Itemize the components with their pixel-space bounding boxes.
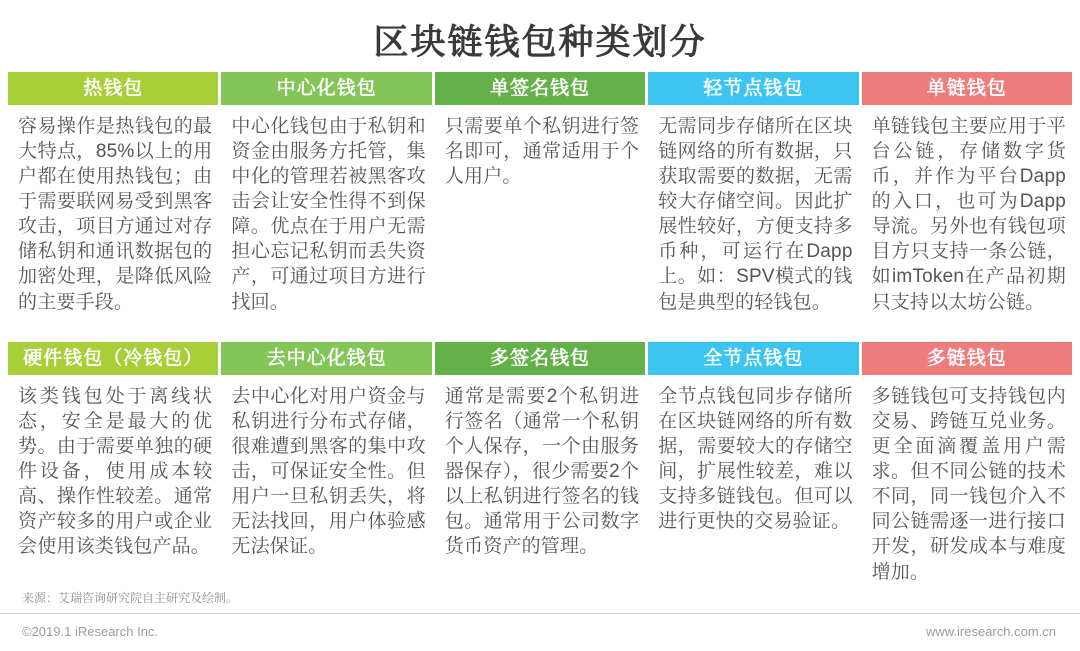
page-title: 区块链钱包种类划分 (373, 23, 707, 62)
wallet-cell-multi-signature (435, 342, 645, 588)
copyright-text: ©2019.1 iResearch Inc. (22, 624, 159, 639)
wallet-type-description: 通常是需要2个私钥进行签名（通常一个私钥个人保存，一个由服务器保存），很少需要2个以上私钥进行签名的钱包。通常用于公司数字货币资产的管理。 (444, 386, 640, 558)
wallet-type-description: 容易操作是热钱包的最大特点，85%以上的用户都在使用热钱包；由于需要联网易受到黑客攻击，项目方通过对存储私钥和通讯数据包的加密处理，是降低风险的主要手段。 (18, 116, 213, 313)
wallet-cell-single-signature (435, 72, 645, 339)
wallet-cell-single-chain (862, 72, 1072, 339)
wallet-cell-hardware-cold (8, 342, 218, 588)
wallet-type-header: 硬件钱包（冷钱包） (8, 342, 218, 375)
footer-divider (0, 613, 1080, 614)
wallet-cell-full-node (648, 342, 858, 588)
wallet-cell-light-node (648, 72, 858, 339)
wallet-type-header: 轻节点钱包 (648, 72, 858, 105)
wallet-cell-multi-chain (862, 342, 1072, 588)
wallet-cell-centralized (221, 72, 431, 339)
wallet-type-description: 去中心化对用户资金与私钥进行分布式存储，很难遭到黑客的集中攻击，可保证安全性。但用户一旦私钥丢失，将无法找回，用户体验感无法保证。 (231, 386, 426, 558)
wallet-type-description: 中心化钱包由于私钥和资金由服务方托管，集中化的管理若被黑客攻击会让安全性得不到保障。优点在于用户无需担心忘记私钥而丢失资产，可通过项目方进行找回。 (231, 116, 426, 313)
wallet-type-description: 只需要单个私钥进行签名即可，通常适用于个人用户。 (444, 116, 640, 188)
wallet-cell-hot (8, 72, 218, 339)
wallet-type-description: 无需同步存储所在区块链网络的所有数据，只获取需要的数据，无需较大存储空间。因此扩展性较好，方便支持多币种，可运行在Dapp上。如：SPV模式的钱包是典型的轻钱包。 (658, 116, 853, 313)
wallet-type-table (8, 72, 1072, 588)
wallet-type-description: 多链钱包可支持钱包内交易、跨链互兑业务。更全面滴覆盖用户需求。但不同公链的技术不同，同一钱包介入不同公链需逐一进行接口开发，研发成本与难度增加。 (871, 386, 1066, 583)
wallet-type-header: 多链钱包 (862, 342, 1072, 375)
website-url: www.iresearch.com.cn (925, 624, 1056, 639)
wallet-type-header: 中心化钱包 (221, 72, 431, 105)
wallet-type-description: 该类钱包处于离线状态，安全是最大的优势。由于需要单独的硬件设备，使用成本较高、操作性较差。通常资产较多的用户或企业会使用该类钱包产品。 (18, 386, 213, 558)
source-note: 来源：艾瑞咨询研究院自主研究及绘制。 (22, 591, 239, 605)
wallet-type-header: 单链钱包 (862, 72, 1072, 105)
wallet-type-header: 热钱包 (8, 72, 218, 105)
wallet-type-header: 单签名钱包 (435, 72, 645, 105)
wallet-type-description: 全节点钱包同步存储所在区块链网络的所有数据，需要较大的存储空间，扩展性较差，难以支持多链钱包。但可以进行更快的交易验证。 (658, 386, 853, 533)
wallet-type-description: 单链钱包主要应用于平台公链，存储数字货币，并作为平台Dapp的入口，也可为Dapp导流。另外也有钱包项目方只支持一条公链，如imToken在产品初期只支持以太坊公链。 (871, 116, 1066, 313)
wallet-cell-decentralized (221, 342, 431, 588)
wallet-type-header: 多签名钱包 (435, 342, 645, 375)
wallet-type-header: 去中心化钱包 (221, 342, 431, 375)
wallet-type-header: 全节点钱包 (648, 342, 858, 375)
